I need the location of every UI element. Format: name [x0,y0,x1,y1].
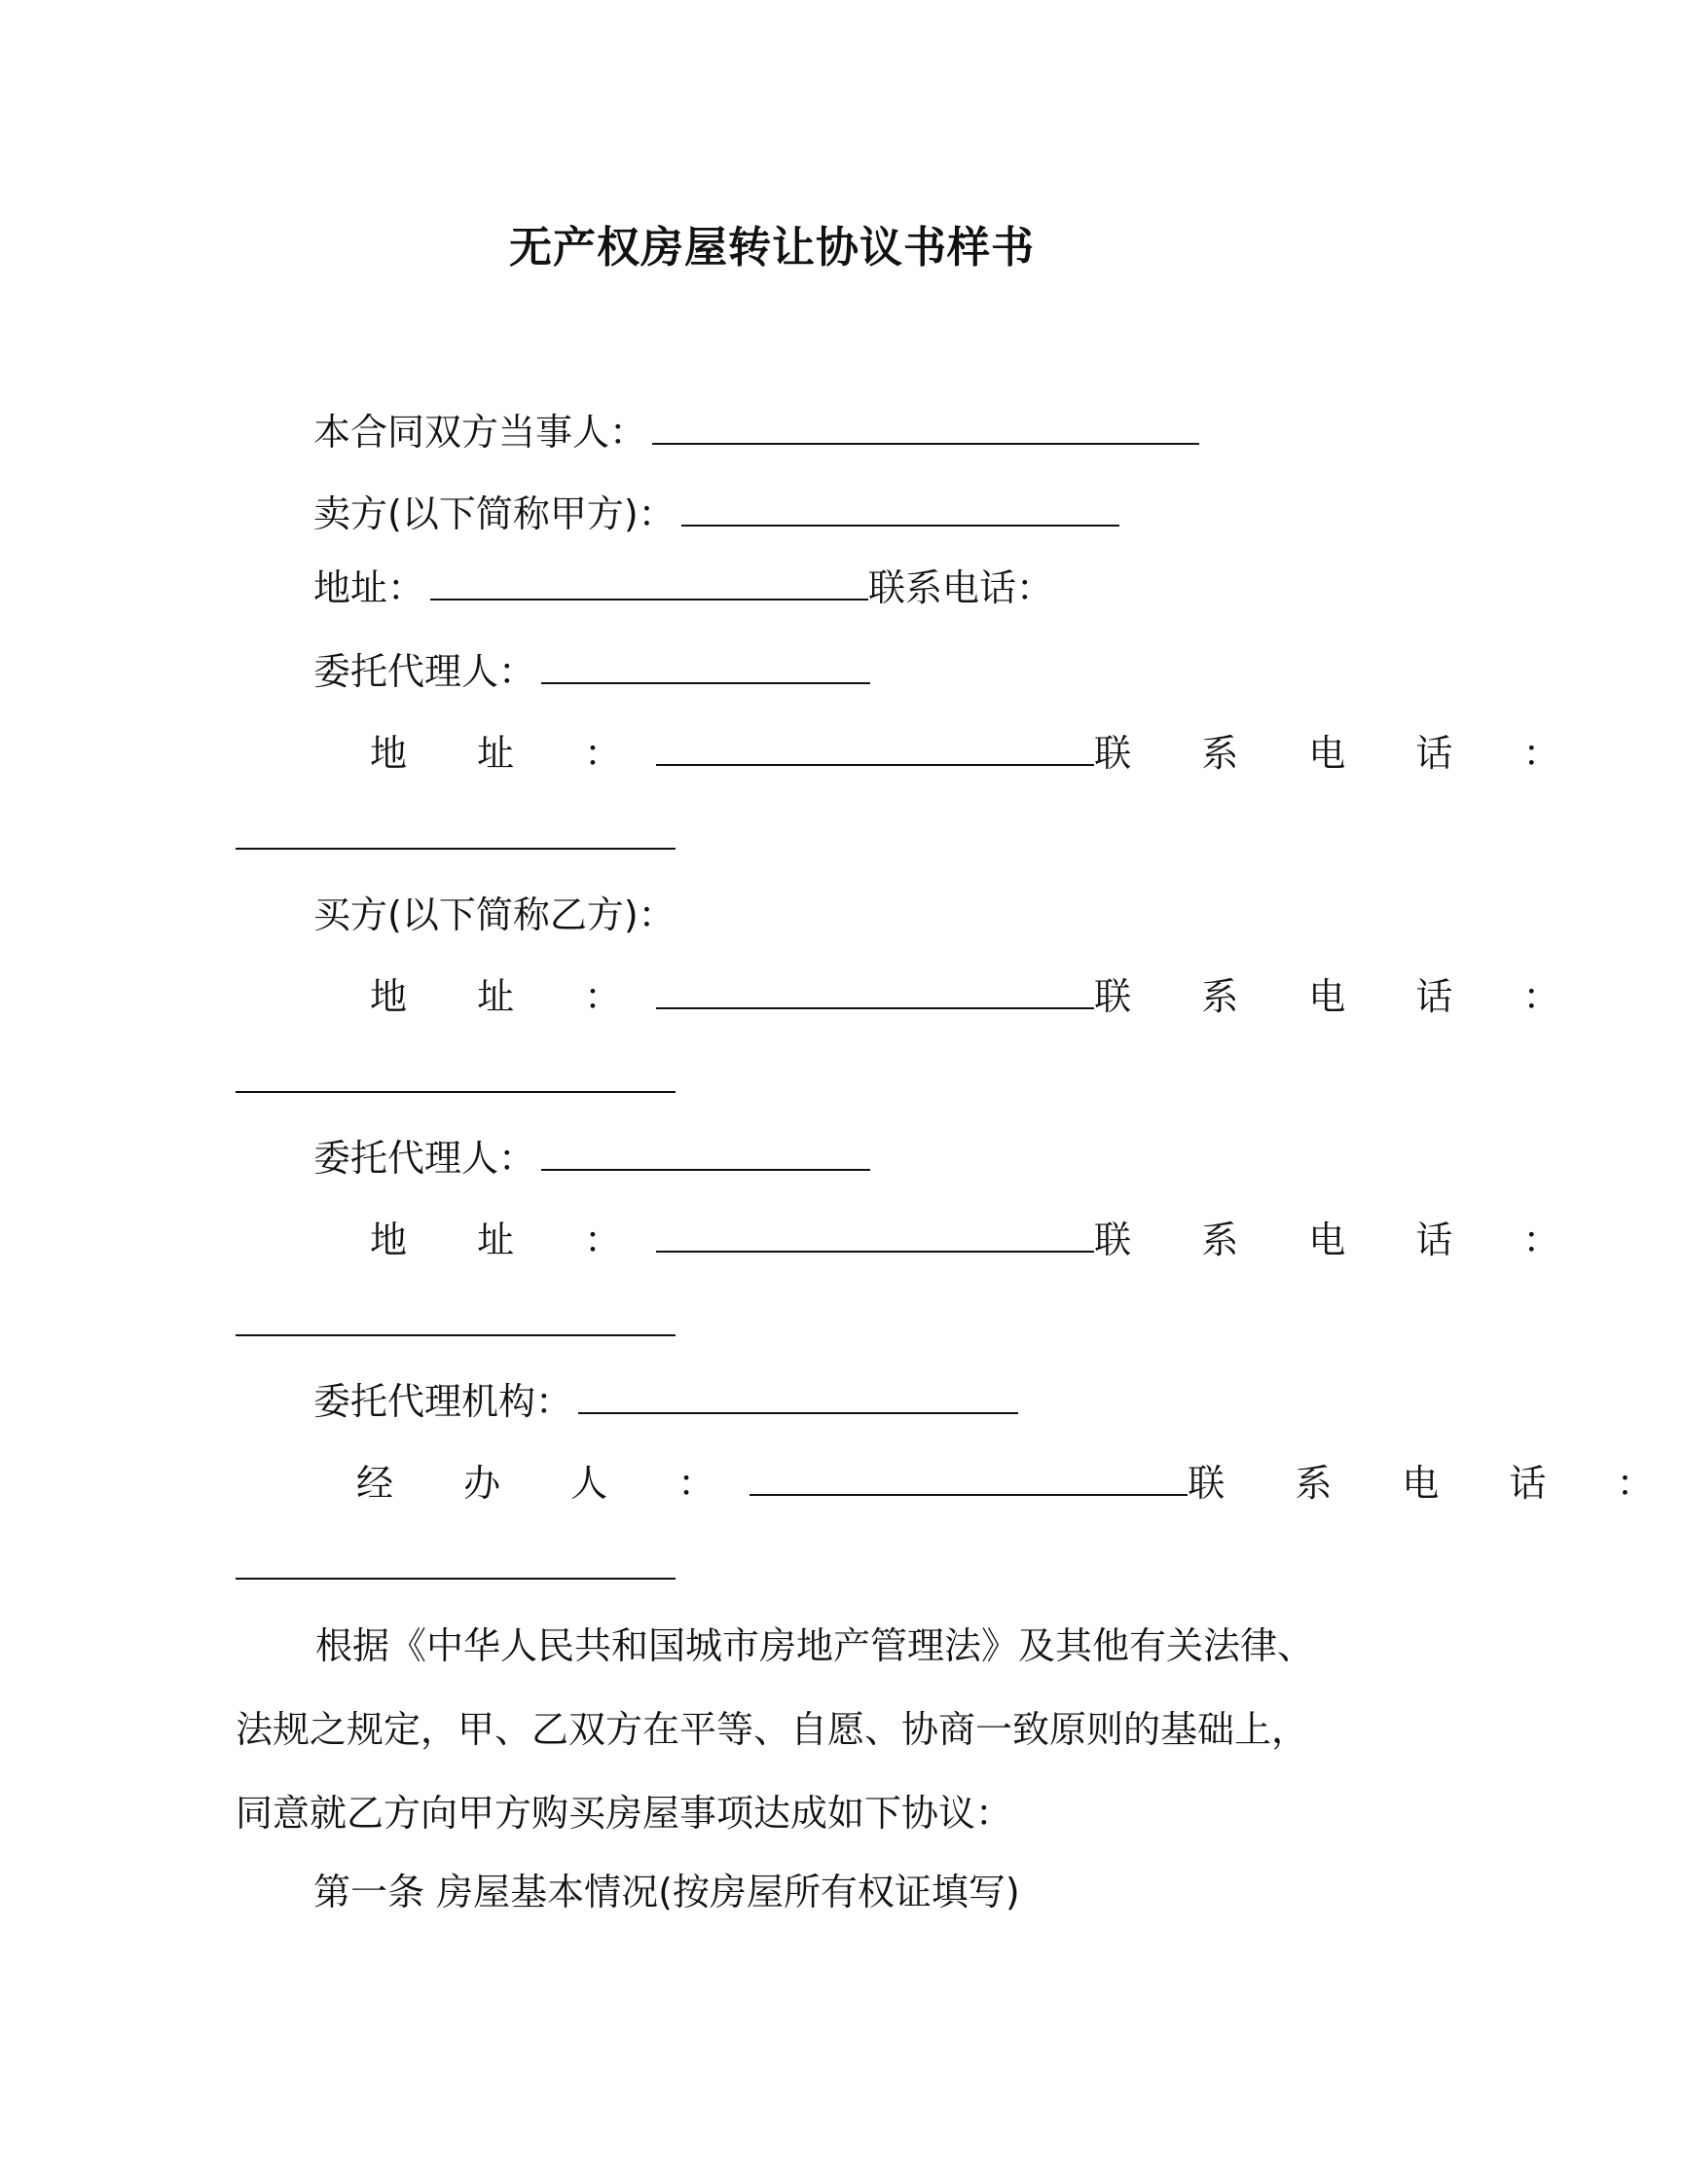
agency-blank[interactable] [578,1379,1018,1414]
buyer-agent-address-line [370,1217,1590,1263]
handler-phone-line [236,1544,676,1590]
handler-label: 经 办 人 ： [356,1462,745,1505]
buyer-agent-blank[interactable] [541,1136,870,1171]
article1-text: 第一条 房屋基本情况(按房屋所有权证填写) [313,1871,1020,1913]
seller-address-line [313,564,1053,611]
parties-blank[interactable] [652,410,1199,445]
document-title: 无产权房屋转让协议书样书 [509,223,1035,273]
seller-agent-address-label: 地 址 ： [370,732,651,775]
buyer-phone-blank[interactable] [236,1058,676,1093]
seller-agent-phone-line [236,814,676,860]
handler-line [356,1460,1683,1507]
buyer-address-line [370,973,1590,1020]
seller-agent-phone-label: 联 系 电 话 ： [1094,732,1590,775]
buyer-agent-phone-blank[interactable] [236,1301,676,1336]
buyer-address-label: 地 址 ： [370,975,651,1018]
handler-phone-label: 联 系 电 话 ： [1188,1462,1683,1505]
handler-blank[interactable] [750,1461,1188,1496]
seller-agent-address-blank[interactable] [656,731,1094,766]
buyer-address-blank[interactable] [656,974,1094,1009]
parties-label: 本合同双方当事人： [313,411,647,454]
seller-blank[interactable] [681,491,1119,527]
seller-label: 卖方(以下简称甲方)： [313,492,676,535]
parties-line [313,409,1199,455]
preamble-paragraph [236,1604,1335,1855]
seller-agent-label: 委托代理人： [313,650,536,693]
seller-line [313,491,1119,537]
agency-line [313,1378,1018,1425]
buyer-agent-line [313,1135,870,1182]
seller-address-blank[interactable] [430,565,868,601]
buyer-line [313,892,676,938]
seller-phone-label: 联系电话： [868,566,1054,609]
buyer-agent-label: 委托代理人： [313,1137,536,1180]
agency-label: 委托代理机构： [313,1380,573,1423]
buyer-label: 买方(以下简称乙方)： [313,893,676,936]
seller-address-label: 地址： [313,566,425,609]
preamble-text: 根据《中华人民共和国城市房地产管理法》及其他有关法律、法规之规定，甲、乙双方在平等、自愿、协商一致原则的基础上，同意就乙方向甲方购买房屋事项达成如下协议： [236,1624,1315,1835]
buyer-agent-phone-label: 联 系 电 话 ： [1094,1219,1590,1261]
article1-heading [313,1869,1020,1915]
buyer-agent-address-label: 地 址 ： [370,1219,651,1261]
buyer-agent-phone-line [236,1300,676,1347]
seller-agent-line [313,648,870,695]
seller-agent-address-line [370,730,1590,777]
buyer-phone-line [236,1057,676,1104]
handler-phone-blank[interactable] [236,1545,676,1580]
buyer-phone-label: 联 系 电 话 ： [1094,975,1590,1018]
seller-agent-phone-blank[interactable] [236,815,676,850]
seller-agent-blank[interactable] [541,649,870,684]
buyer-agent-address-blank[interactable] [656,1218,1094,1253]
